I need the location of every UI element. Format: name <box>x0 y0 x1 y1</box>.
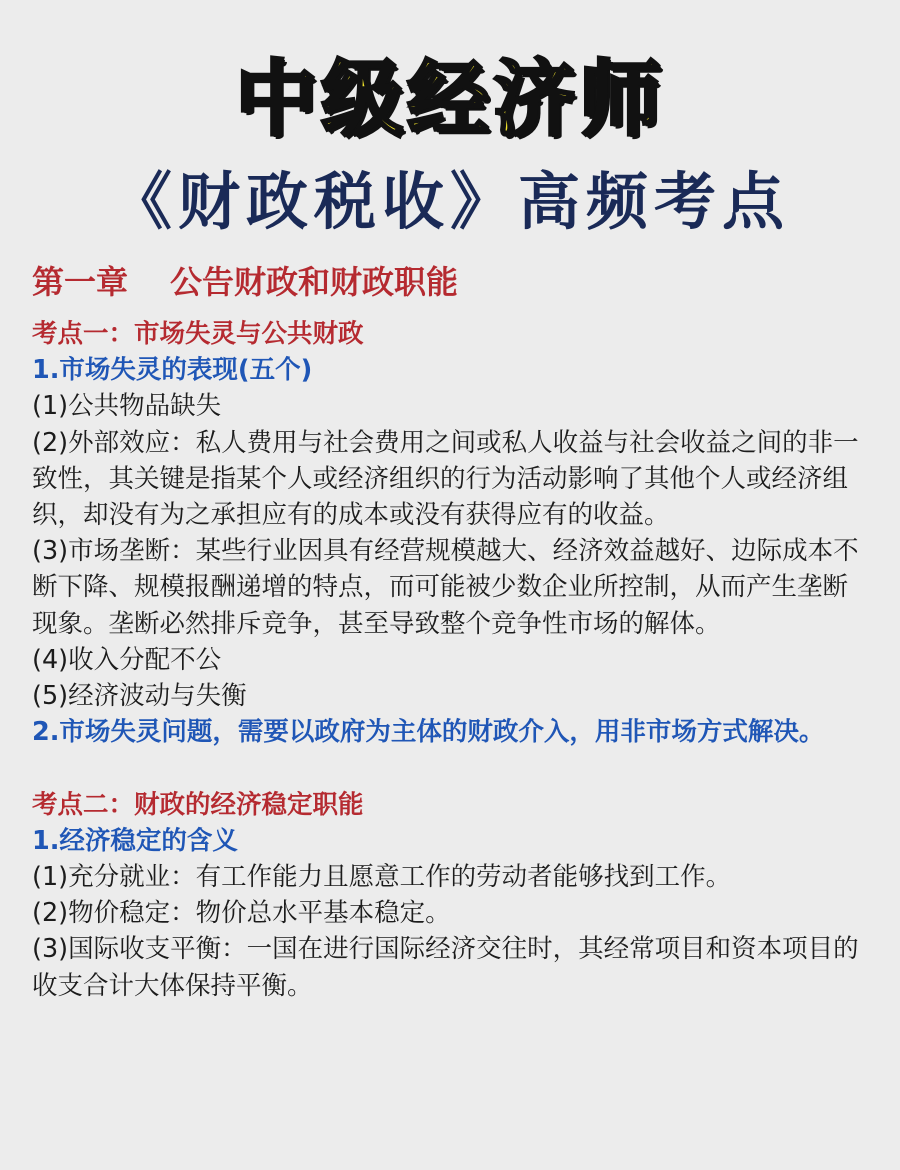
section1-point2-title: 2.市场失灵问题，需要以政府为主体的财政介入，用非市场方式解决。 <box>32 717 825 748</box>
section2-heading: 考点二：财政的经济稳定职能 <box>32 789 364 820</box>
content-body <box>32 316 868 1004</box>
section1-item1: (1)公共物品缺失 <box>32 391 222 422</box>
section1-heading: 考点一：市场失灵与公共财政 <box>32 319 364 349</box>
section2-point1-title: 1.经济稳定的含义 <box>32 825 238 856</box>
page-title: 中级经济师 <box>234 52 665 147</box>
section2-item1: (1)充分就业：有工作能力且愿意工作的劳动者能够找到工作。 <box>32 862 732 893</box>
section2-item3: (3)国际收支平衡：一国在进行国际经济交往时，其经常项目和资本项目的收支合计大体保持平衡。 <box>32 934 859 1001</box>
section1-item5: (5)经济波动与失衡 <box>32 681 247 712</box>
section1-item2: (2)外部效应：私人费用与社会费用之间或私人收益与社会收益之间的非一致性，其关键是指某个人或经济组织的行为活动影响了其他个人或经济组织，却没有为之承担应有的成本或没有获得应有的收益。 <box>32 427 859 531</box>
section1-point1-title: 1.市场失灵的表现(五个) <box>32 355 313 386</box>
chapter-number: 第一章 <box>32 263 129 301</box>
section2-item2: (2)物价稳定：物价总水平基本稳定。 <box>32 898 451 929</box>
page-subtitle: 《财政税收》高频考点 <box>109 165 790 238</box>
section1-item3: (3)市场垄断：某些行业因具有经营规模越大、经济效益越好、边际成本不断下降、规模报酬递增的特点，而可能被少数企业所控制，从而产生垄断现象。垄断必然排斥竞争，甚至导致整个竞争性市场的解体。 <box>32 536 859 639</box>
chapter-title: 公告财政和财政职能 <box>170 263 459 301</box>
section-divider <box>32 750 868 786</box>
section1-item4: (4)收入分配不公 <box>32 644 222 675</box>
chapter-heading <box>32 260 458 304</box>
